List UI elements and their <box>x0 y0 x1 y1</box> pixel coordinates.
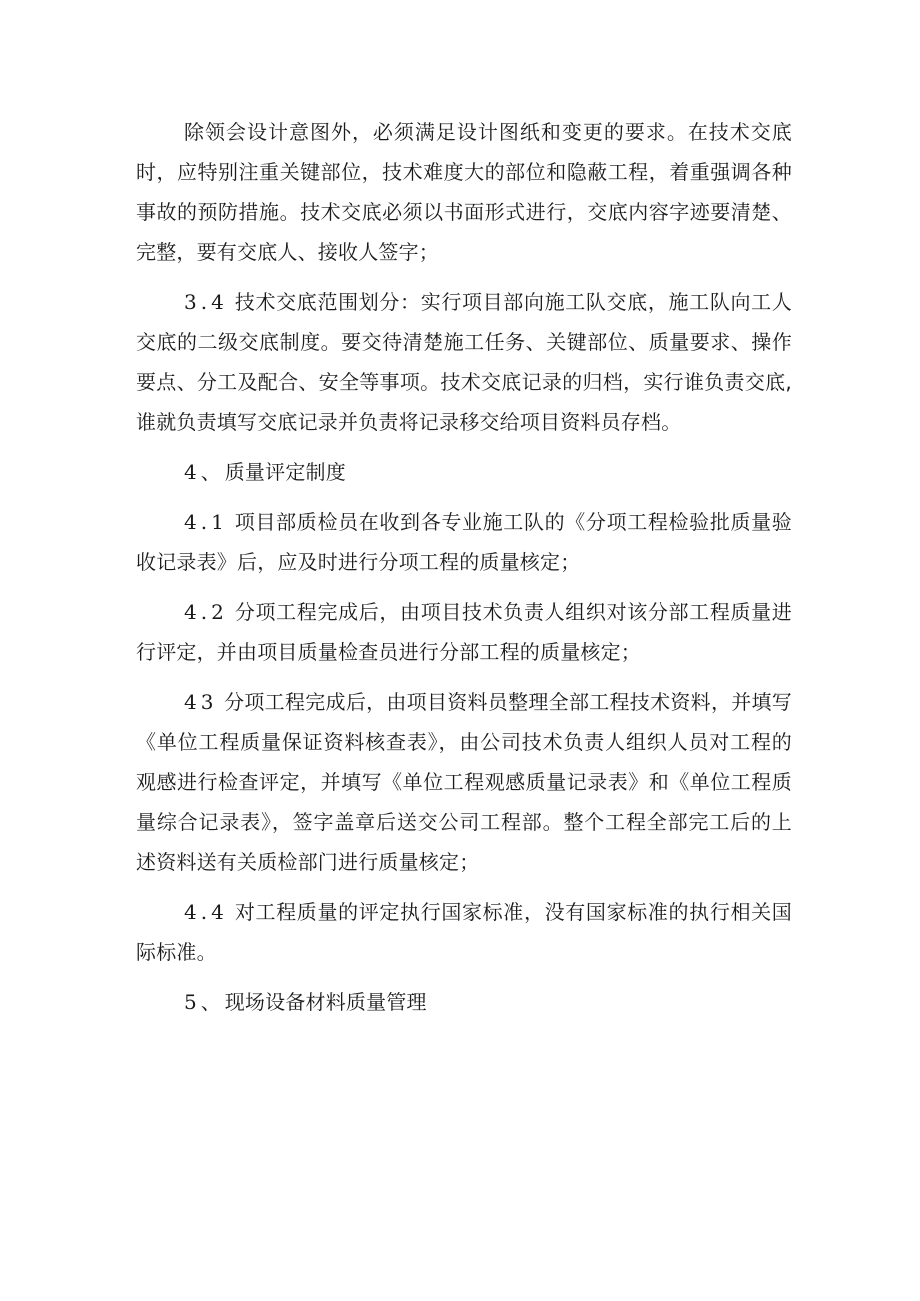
section-number: 5、 <box>184 990 225 1014</box>
section-number: 4.1 <box>184 510 228 534</box>
paragraph-text: 分项工程完成后，由项目资料员整理全部工程技术资料，并填写《单位工程质量保证资料核查表》，由公司技术负责人组织人员对工程的观感进行检查评定，并填写《单位工程观感质量记录表》和《单位工程质量综合记录表》，签字盖章后送交公司工程部。整个工程全部完工后的上述资料送有关质检部门进行质量核定； <box>136 690 792 874</box>
paragraph-4-4 <box>136 892 792 972</box>
paragraph-design-requirements <box>136 112 792 272</box>
paragraph-text: 技术交底范围划分：实行项目部向施工队交底，施工队向工人交底的二级交底制度。要交待清楚施工任务、关键部位、质量要求、操作要点、分工及配合、安全等事项。技术交底记录的归档，实行谁负责交底,谁就负责填写交底记录并负责将记录移交给项目资料员存档。 <box>136 290 792 434</box>
section-number: 4.4 <box>184 900 228 924</box>
heading-text: 质量评定制度 <box>224 460 346 484</box>
paragraph-text: 分项工程完成后，由项目技术负责人组织对该分部工程质量进行评定，并由项目质量检查员进行分部工程的质量核定； <box>136 600 792 664</box>
document-body <box>136 112 792 1032</box>
paragraph-4-2 <box>136 592 792 672</box>
heading-4 <box>136 452 792 492</box>
heading-5 <box>136 982 792 1022</box>
paragraph-text: 项目部质检员在收到各专业施工队的《分项工程检验批质量验收记录表》后，应及时进行分项工程的质量核定； <box>136 510 792 574</box>
paragraph-text: 对工程质量的评定执行国家标准，没有国家标准的执行相关国际标准。 <box>136 900 792 964</box>
heading-text: 现场设备材料质量管理 <box>224 990 427 1014</box>
paragraph-3-4 <box>136 282 792 442</box>
paragraph-4-1 <box>136 502 792 582</box>
paragraph-text: 除领会设计意图外，必须满足设计图纸和变更的要求。在技术交底时，应特别注重关键部位，技术难度大的部位和隐蔽工程，着重强调各种事故的预防措施。技术交底必须以书面形式进行，交底内容字迹要清楚、完整，要有交底人、接收人签字； <box>136 120 792 264</box>
section-number: 43 <box>184 690 218 714</box>
section-number: 4.2 <box>184 600 228 624</box>
paragraph-4-3 <box>136 682 792 882</box>
section-number: 3.4 <box>184 290 228 314</box>
section-number: 4、 <box>184 460 225 484</box>
